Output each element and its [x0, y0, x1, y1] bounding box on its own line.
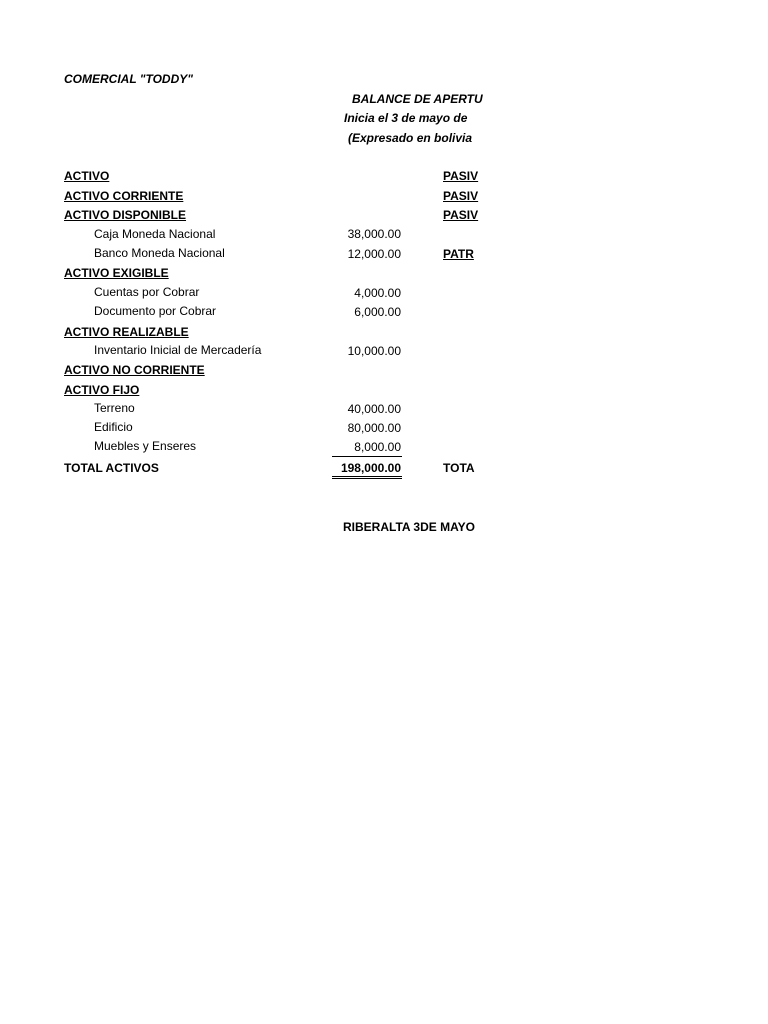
section-patrimonio: PATR — [443, 247, 474, 261]
item-inventario-label: Inventario Inicial de Mercadería — [94, 343, 262, 357]
section-activo-disponible: ACTIVO DISPONIBLE — [64, 208, 187, 222]
item-documento-label: Documento por Cobrar — [94, 304, 217, 318]
total-rule-2 — [332, 478, 402, 479]
item-cuentas-label: Cuentas por Cobrar — [94, 285, 200, 299]
subtotal-rule — [332, 456, 402, 457]
item-caja-amount: 38,000.00 — [347, 227, 401, 241]
item-muebles-amount: 8,000.00 — [354, 440, 401, 454]
item-cuentas-amount: 4,000.00 — [354, 286, 401, 300]
section-pasivo: PASIV — [443, 169, 479, 183]
item-inventario-amount: 10,000.00 — [347, 344, 401, 358]
item-documento-amount: 6,000.00 — [354, 305, 401, 319]
section-activo-corriente: ACTIVO CORRIENTE — [64, 189, 184, 203]
total-rule-1 — [332, 476, 402, 477]
section-activo: ACTIVO — [64, 169, 110, 183]
footer-place-date: RIBERALTA 3DE MAYO — [343, 520, 476, 534]
item-edificio-label: Edificio — [94, 420, 133, 434]
section-pasivo-corriente: PASIV — [443, 189, 479, 203]
total-activos-amount: 198,000.00 — [340, 461, 401, 475]
section-activo-exigible: ACTIVO EXIGIBLE — [64, 266, 169, 280]
item-edificio-amount: 80,000.00 — [347, 421, 401, 435]
item-caja-label: Caja Moneda Nacional — [94, 227, 216, 241]
document-title: BALANCE DE APERTU — [352, 92, 483, 106]
item-banco-amount: 12,000.00 — [347, 247, 401, 261]
currency-note: (Expresado en bolivia — [348, 131, 473, 145]
section-pasivo-sub: PASIV — [443, 208, 479, 222]
item-banco-label: Banco Moneda Nacional — [94, 246, 225, 260]
total-activos-label: TOTAL ACTIVOS — [64, 461, 159, 475]
item-terreno-amount: 40,000.00 — [347, 402, 401, 416]
item-terreno-label: Terreno — [94, 401, 135, 415]
company-name: COMERCIAL "TODDY" — [64, 72, 193, 86]
section-activo-realizable: ACTIVO REALIZABLE — [64, 325, 189, 339]
total-pasivo-label: TOTA — [443, 461, 475, 475]
section-activo-fijo: ACTIVO FIJO — [64, 383, 140, 397]
item-muebles-label: Muebles y Enseres — [94, 439, 197, 453]
document-subtitle: Inicia el 3 de mayo de — [344, 111, 468, 125]
section-activo-no-corriente: ACTIVO NO CORRIENTE — [64, 363, 205, 377]
